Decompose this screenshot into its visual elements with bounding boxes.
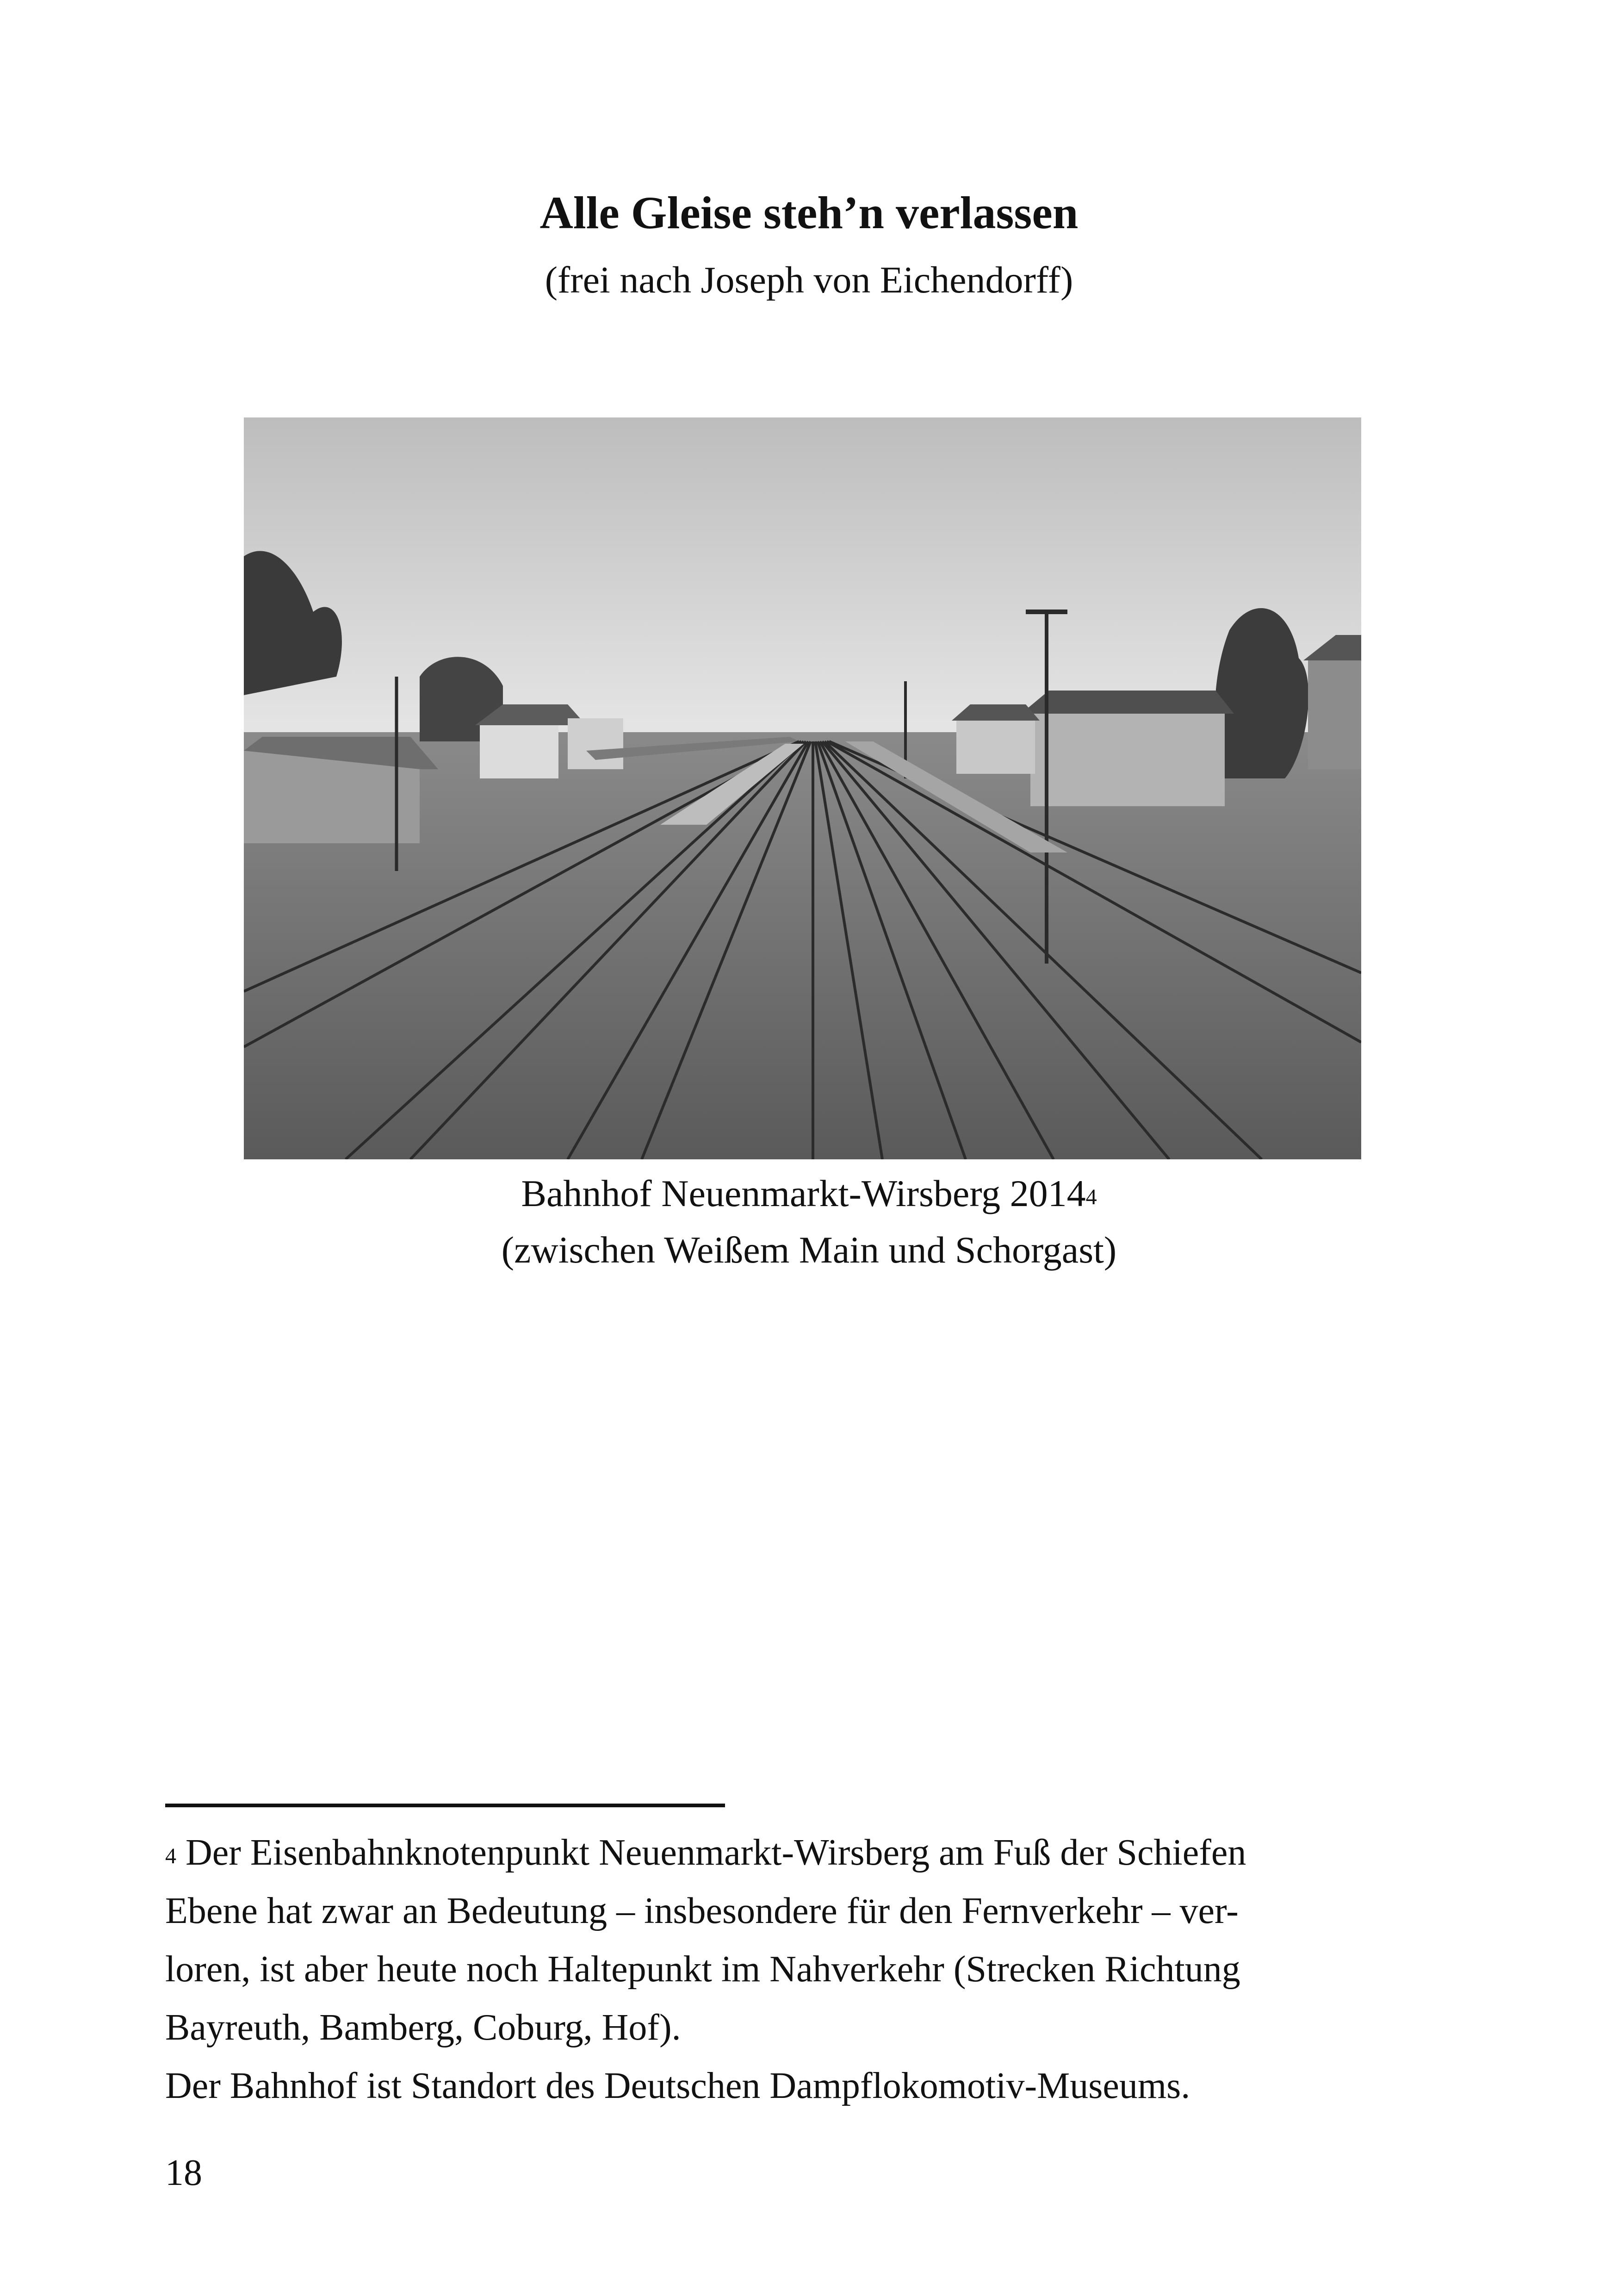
footnote-line: Bayreuth, Bamberg, Coburg, Hof). (165, 2007, 681, 2048)
footnote-line: loren, ist aber heute noch Haltepunkt im Nahverkehr (Strecken Richtung (165, 1949, 1240, 1990)
railway-station-photo (244, 417, 1361, 1159)
footnote-line: Ebene hat zwar an Bedeutung – insbesondere für den Fernverkehr – ver- (165, 1891, 1239, 1931)
caption-line-2: (zwischen Weißem Main und Schorgast) (501, 1229, 1117, 1271)
footnote (165, 1823, 1461, 2115)
photo-caption (0, 1165, 1618, 1278)
page-subtitle: (frei nach Joseph von Eichendorff) (545, 259, 1073, 301)
page-number: 18 (165, 2153, 202, 2193)
footnote-marker: 4 (165, 1844, 176, 1868)
page-title: Alle Gleise steh’n verlassen (539, 187, 1079, 238)
footnote-reference: 4 (1085, 1185, 1097, 1209)
caption-line-1 (0, 1165, 1618, 1222)
footnote-line: Der Bahnhof ist Standort des Deutschen Dampflokomotiv-Museums. (165, 2066, 1190, 2106)
footnote-line (165, 1823, 1461, 1882)
railway-photo-illustration (244, 417, 1361, 1159)
caption-text: Bahnhof Neuenmarkt-Wirsberg 2014 (521, 1172, 1086, 1214)
footnote-separator (165, 1804, 725, 1807)
footnote-text: Der Eisenbahnknotenpunkt Neuenmarkt-Wirsberg am Fuß der Schiefen (186, 1832, 1246, 1873)
